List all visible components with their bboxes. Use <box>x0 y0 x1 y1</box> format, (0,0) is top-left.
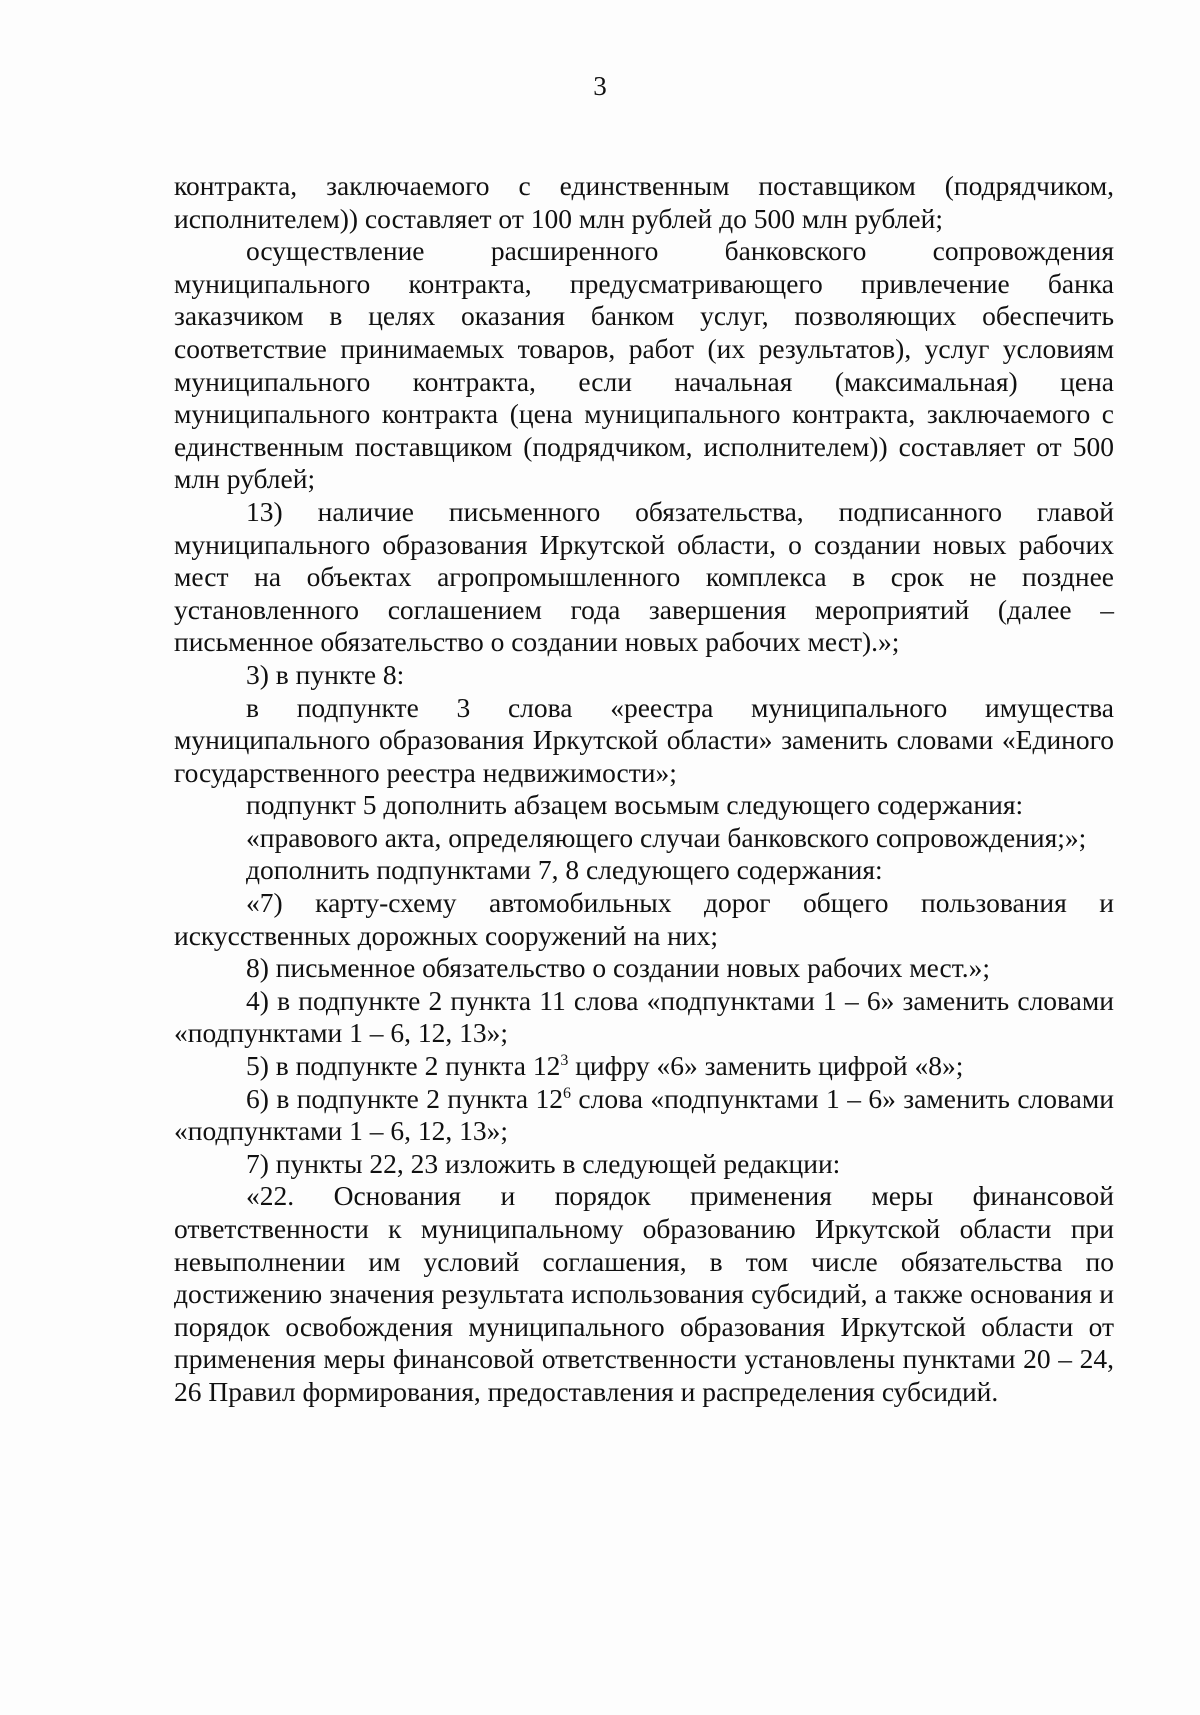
paragraph-point-4: 4) в подпункте 2 пункта 11 слова «подпунктами 1 – 6» заменить словами «подпунктами 1 – 6, 12, 13»; <box>174 984 1114 1049</box>
paragraph-add-subpoints: дополнить подпунктами 7, 8 следующего содержания: <box>246 854 883 886</box>
paragraph-subpoint-7: «7) карту-схему автомобильных дорог общего пользования и искусственных дорожных сооружений на них; <box>174 887 1114 951</box>
paragraph-point-3: 3) в пункте 8: <box>246 658 405 690</box>
paragraph-point-6-after: слова «подпунктами 1 – 6» заменить словами «подпунктами 1 – 6, 12, 13»; <box>174 1082 1114 1147</box>
paragraph-continuation: контракта, заключаемого с единственным поставщиком (подрядчиком, исполнителем)) составляет от 100 млн рублей до 500 млн рублей; <box>174 170 1114 234</box>
superscript-6: 6 <box>563 1084 572 1102</box>
document-body <box>174 170 1114 1409</box>
paragraph-point-6-before: 6) в подпункте 2 пункта 12 <box>246 1082 564 1114</box>
paragraph-legal-act: «правового акта, определяющего случаи банковского сопровождения;»; <box>246 821 1087 853</box>
paragraph-point-5-before: 5) в подпункте 2 пункта 12 <box>246 1050 561 1082</box>
paragraph-subpoint-5: подпункт 5 дополнить абзацем восьмым следующего содержания: <box>246 789 1024 821</box>
paragraph-point-5-after: цифру «6» заменить цифрой «8»; <box>568 1050 964 1082</box>
paragraph-subpoint-3: в подпункте 3 слова «реестра муниципального имущества муниципального образования Иркутской области» заменить словами «Единого государственного реестра недвижимости»; <box>174 691 1114 788</box>
paragraph-point-5 <box>174 1050 1114 1083</box>
paragraph-bank-support: осуществление расширенного банковского сопровождения муниципального контракта, предусматривающего привлечение банка заказчиком в целях оказания банком услуг, позволяющих обеспечить соответствие принимаемых товаров, работ (их результатов), услуг условиям муниципального контракта, если начальная (максимальная) цена муниципального контракта (цена муниципального контракта, заключаемого с единственным поставщиком (подрядчиком, исполнителем)) составляет от 500 млн рублей; <box>174 235 1114 495</box>
paragraph-item-22: «22. Основания и порядок применения меры финансовой ответственности к муниципальному образованию Иркутской области при невыполнении им условий соглашения, в том числе обязательства по достижению значения результата использования субсидий, а также основания и порядок освобождения муниципального образования Иркутской области от применения меры финансовой ответственности установлены пунктами 20 – 24, 26 Правил формирования, предоставления и распределения субсидий. <box>174 1180 1114 1407</box>
paragraph-point-7: 7) пункты 22, 23 изложить в следующей редакции: <box>246 1147 841 1179</box>
paragraph-point-6 <box>174 1083 1114 1148</box>
paragraph-subpoint-8: 8) письменное обязательство о создании новых рабочих мест.»; <box>246 952 990 984</box>
superscript-3: 3 <box>560 1051 569 1069</box>
page-number: 3 <box>593 71 607 101</box>
paragraph-item-13: 13) наличие письменного обязательства, подписанного главой муниципального образования Иркутской области, о создании новых рабочих мест на объектах агропромышленного комплекса в срок не позднее установленного соглашением года завершения мероприятий (далее – письменное обязательство о создании новых рабочих мест).»; <box>174 495 1114 658</box>
